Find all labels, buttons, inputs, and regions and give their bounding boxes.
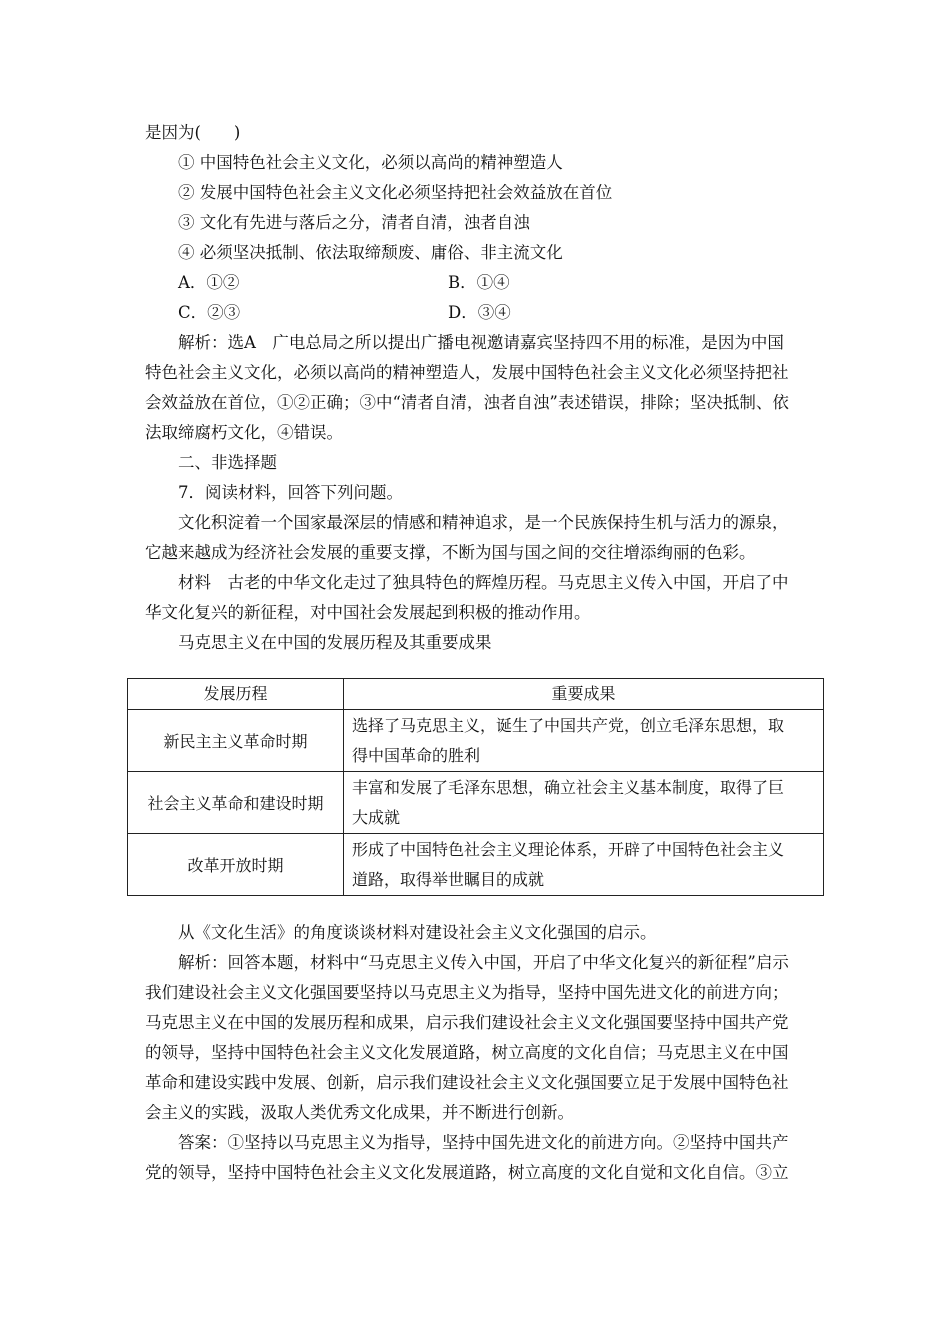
- analysis-line: 会效益放在首位，①②正确；③中“清者自清，浊者自浊”表述错误，排除；坚决抵制、依: [145, 393, 789, 412]
- intro-line: 文化积淀着一个国家最深层的情感和精神追求，是一个民族保持生机与活力的源泉，: [178, 513, 789, 532]
- statement-2: ② 发展中国特色社会主义文化必须坚持把社会效益放在首位: [178, 183, 613, 202]
- statement-1: ① 中国特色社会主义文化，必须以高尚的精神塑造人: [178, 153, 563, 172]
- result-line: 选择了马克思主义，诞生了中国共产党，创立毛泽东思想，取: [352, 715, 785, 735]
- table-header-row: [128, 679, 824, 710]
- answer-line: 答案：①坚持以马克思主义为指导，坚持中国先进文化的前进方向。②坚持中国共产: [178, 1133, 789, 1152]
- analysis-line: 我们建设社会主义文化强国要坚持以马克思主义为指导，坚持中国先进文化的前进方向；: [145, 983, 789, 1002]
- intro-line: 它越来越成为经济社会发展的重要支撑，不断为国与国之间的交往增添绚丽的色彩。: [145, 543, 756, 562]
- header-stage: 发展历程: [128, 679, 344, 710]
- document-body: [145, 118, 825, 658]
- result-line: 道路，取得举世瞩目的成就: [352, 869, 545, 889]
- result-line: 丰富和发展了毛泽东思想，确立社会主义基本制度，取得了巨: [352, 777, 785, 797]
- result-line: 得中国革命的胜利: [352, 745, 481, 765]
- option-a: A．①②: [178, 273, 240, 292]
- answer-line: 党的领导，坚持中国特色社会主义文化发展道路，树立高度的文化自觉和文化自信。③立: [145, 1163, 789, 1182]
- analysis-line: 革命和建设实践中发展、创新，启示我们建设社会主义文化强国要立足于发展中国特色社: [145, 1073, 789, 1092]
- option-d: D．③④: [448, 303, 511, 322]
- table-row: [128, 772, 824, 834]
- question-stem-tail: 是因为( ): [145, 123, 241, 142]
- analysis-line: 解析：选A 广电总局之所以提出广播电视邀请嘉宾坚持四不用的标准，是因为中国: [178, 333, 784, 352]
- question-line: 从《文化生活》的角度谈谈材料对建设社会主义文化强国的启示。: [178, 923, 657, 942]
- analysis-line: 的领导，坚持中国特色社会主义文化发展道路，树立高度的文化自信；马克思主义在中国: [145, 1043, 789, 1062]
- result-cell: [344, 772, 824, 834]
- table-title: 马克思主义在中国的发展历程及其重要成果: [178, 633, 492, 652]
- options-row-2: [145, 298, 825, 328]
- result-cell: [344, 834, 824, 896]
- material-line: 材料 古老的中华文化走过了独具特色的辉煌历程。马克思主义传入中国，开启了中: [178, 573, 789, 592]
- statement-3: ③ 文化有先进与落后之分，清者自清，浊者自浊: [178, 213, 530, 232]
- option-c: C．②③: [178, 303, 241, 322]
- stage-cell: 改革开放时期: [128, 834, 344, 896]
- stage-cell: 新民主主义革命时期: [128, 710, 344, 772]
- table-row: [128, 710, 824, 772]
- options-row-1: [145, 268, 825, 298]
- analysis-line: 法取缔腐朽文化，④错误。: [145, 423, 343, 442]
- analysis-line: 马克思主义在中国的发展历程和成果，启示我们建设社会主义文化强国要坚持中国共产党: [145, 1013, 789, 1032]
- question-7-title: 7．阅读材料，回答下列问题。: [178, 483, 403, 502]
- development-table: [127, 678, 824, 896]
- stage-cell: 社会主义革命和建设时期: [128, 772, 344, 834]
- option-b: B．①④: [448, 273, 510, 292]
- result-cell: [344, 710, 824, 772]
- result-line: 大成就: [352, 807, 401, 827]
- result-line: 形成了中国特色社会主义理论体系，开辟了中国特色社会主义: [352, 839, 785, 859]
- statement-4: ④ 必须坚决抵制、依法取缔颓废、庸俗、非主流文化: [178, 243, 563, 262]
- material-line: 华文化复兴的新征程，对中国社会发展起到积极的推动作用。: [145, 603, 591, 622]
- post-table-content: [145, 918, 825, 1188]
- analysis-line: 解析：回答本题，材料中“马克思主义传入中国，开启了中华文化复兴的新征程”启示: [178, 953, 789, 972]
- table-row: [128, 834, 824, 896]
- analysis-line: 会主义的实践，汲取人类优秀文化成果，并不断进行创新。: [145, 1103, 574, 1122]
- section-heading: 二、非选择题: [178, 453, 277, 472]
- header-result: 重要成果: [344, 679, 824, 710]
- analysis-line: 特色社会主义文化，必须以高尚的精神塑造人，发展中国特色社会主义文化必须坚持把社: [145, 363, 789, 382]
